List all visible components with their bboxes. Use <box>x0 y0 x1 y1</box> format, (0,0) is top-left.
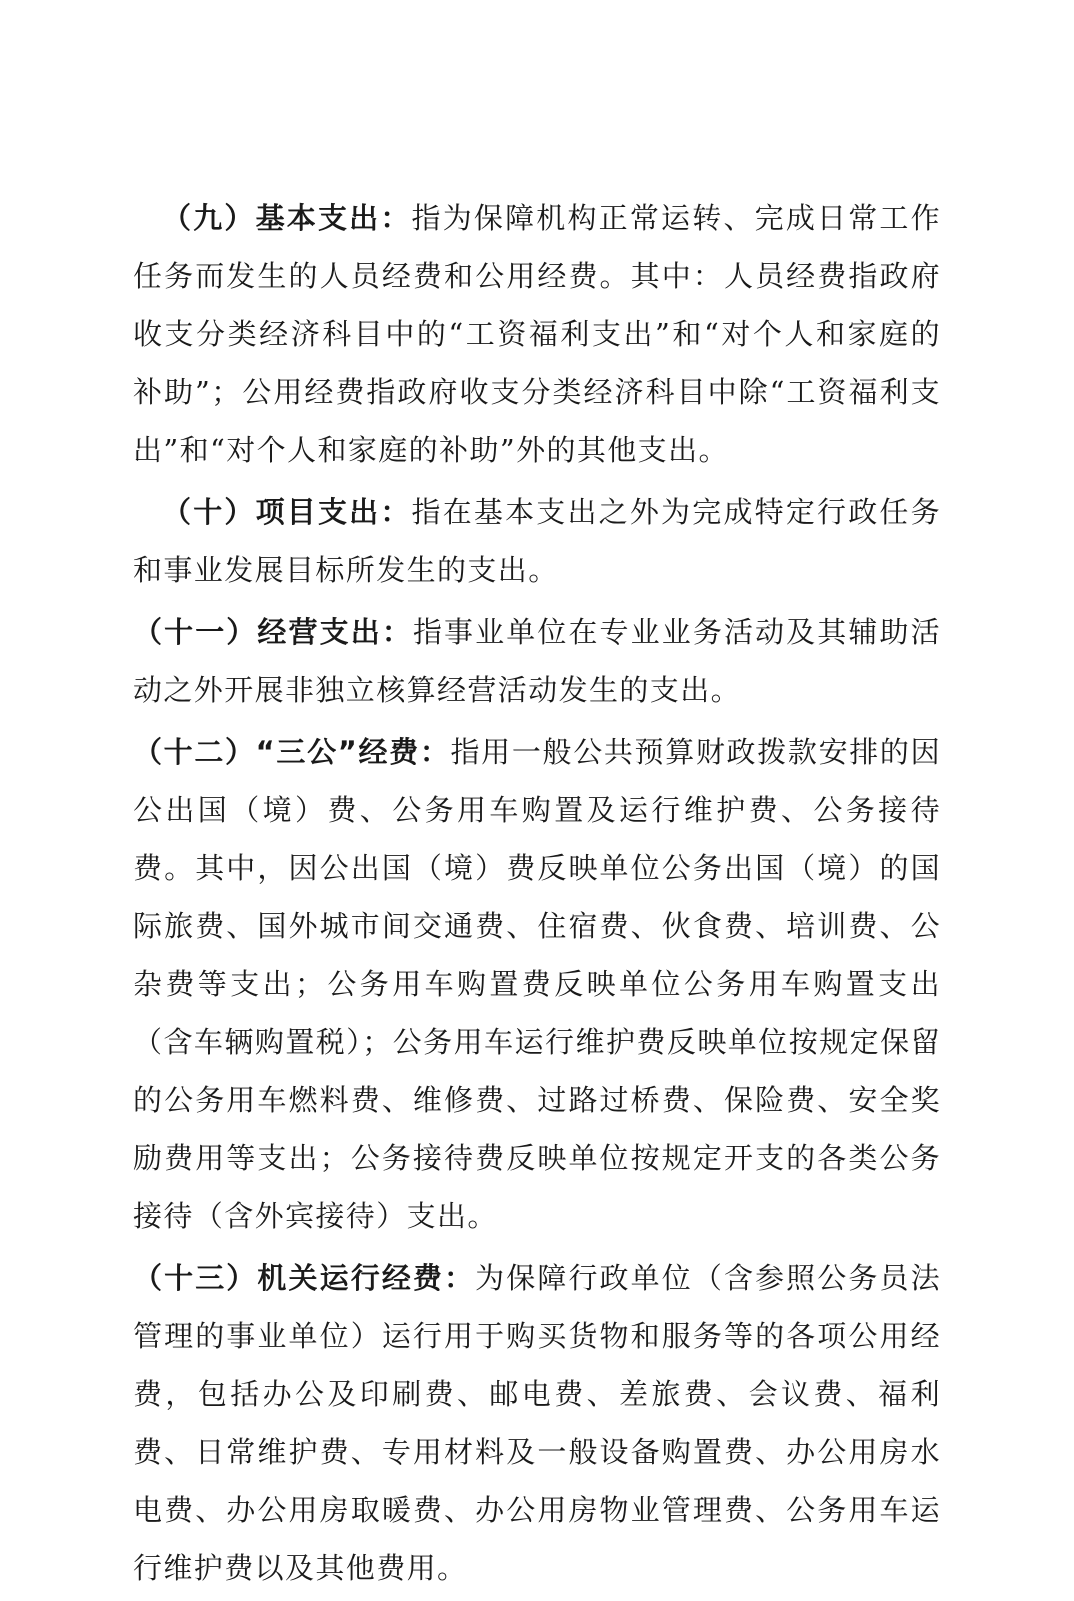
term-heading: （十三）机关运行经费： <box>133 1261 476 1295</box>
section-basic-expenditure <box>133 189 941 479</box>
term-definition: 为保障行政单位（含参照公务员法管理的事业单位）运行用于购买货物和服务等的各项公用经费，包括办公及印刷费、邮电费、差旅费、会议费、福利费、日常维护费、专用材料及一般设备购置费、办公用房水电费、办公用房取暖费、办公用房物业管理费、公务用车运行维护费以及其他费用。 <box>133 1261 941 1585</box>
term-heading: （十一）经营支出： <box>133 615 413 649</box>
section-project-expenditure <box>133 483 941 599</box>
term-definition: 指事业单位在专业业务活动及其辅助活动之外开展非独立核算经营活动发生的支出。 <box>133 615 941 707</box>
term-definition: 指为保障机构正常运转、完成日常工作任务而发生的人员经费和公用经费。其中：人员经费指政府收支分类经济科目中的“工资福利支出”和“对个人和家庭的补助”；公用经费指政府收支分类经济科目中除“工资福利支出”和“对个人和家庭的补助”外的其他支出。 <box>133 201 941 467</box>
term-heading: （十二）“三公”经费： <box>133 735 451 769</box>
document-body <box>133 189 941 1601</box>
section-agency-operating-costs <box>133 1249 941 1597</box>
term-definition: 指用一般公共预算财政拨款安排的因公出国（境）费、公务用车购置及运行维护费、公务接待费。其中，因公出国（境）费反映单位公务出国（境）的国际旅费、国外城市间交通费、住宿费、伙食费、培训费、公杂费等支出；公务用车购置费反映单位公务用车购置支出（含车辆购置税）；公务用车运行维护费反映单位按规定保留的公务用车燃料费、维修费、过路过桥费、保险费、安全奖励费用等支出；公务接待费反映单位按规定开支的各类公务接待（含外宾接待）支出。 <box>133 735 941 1233</box>
section-operating-expenditure <box>133 603 941 719</box>
term-heading: （九）基本支出： <box>162 201 412 235</box>
term-heading: （十）项目支出： <box>162 495 412 529</box>
term-definition: 指在基本支出之外为完成特定行政任务和事业发展目标所发生的支出。 <box>133 495 941 587</box>
section-three-public-expenses <box>133 723 941 1245</box>
